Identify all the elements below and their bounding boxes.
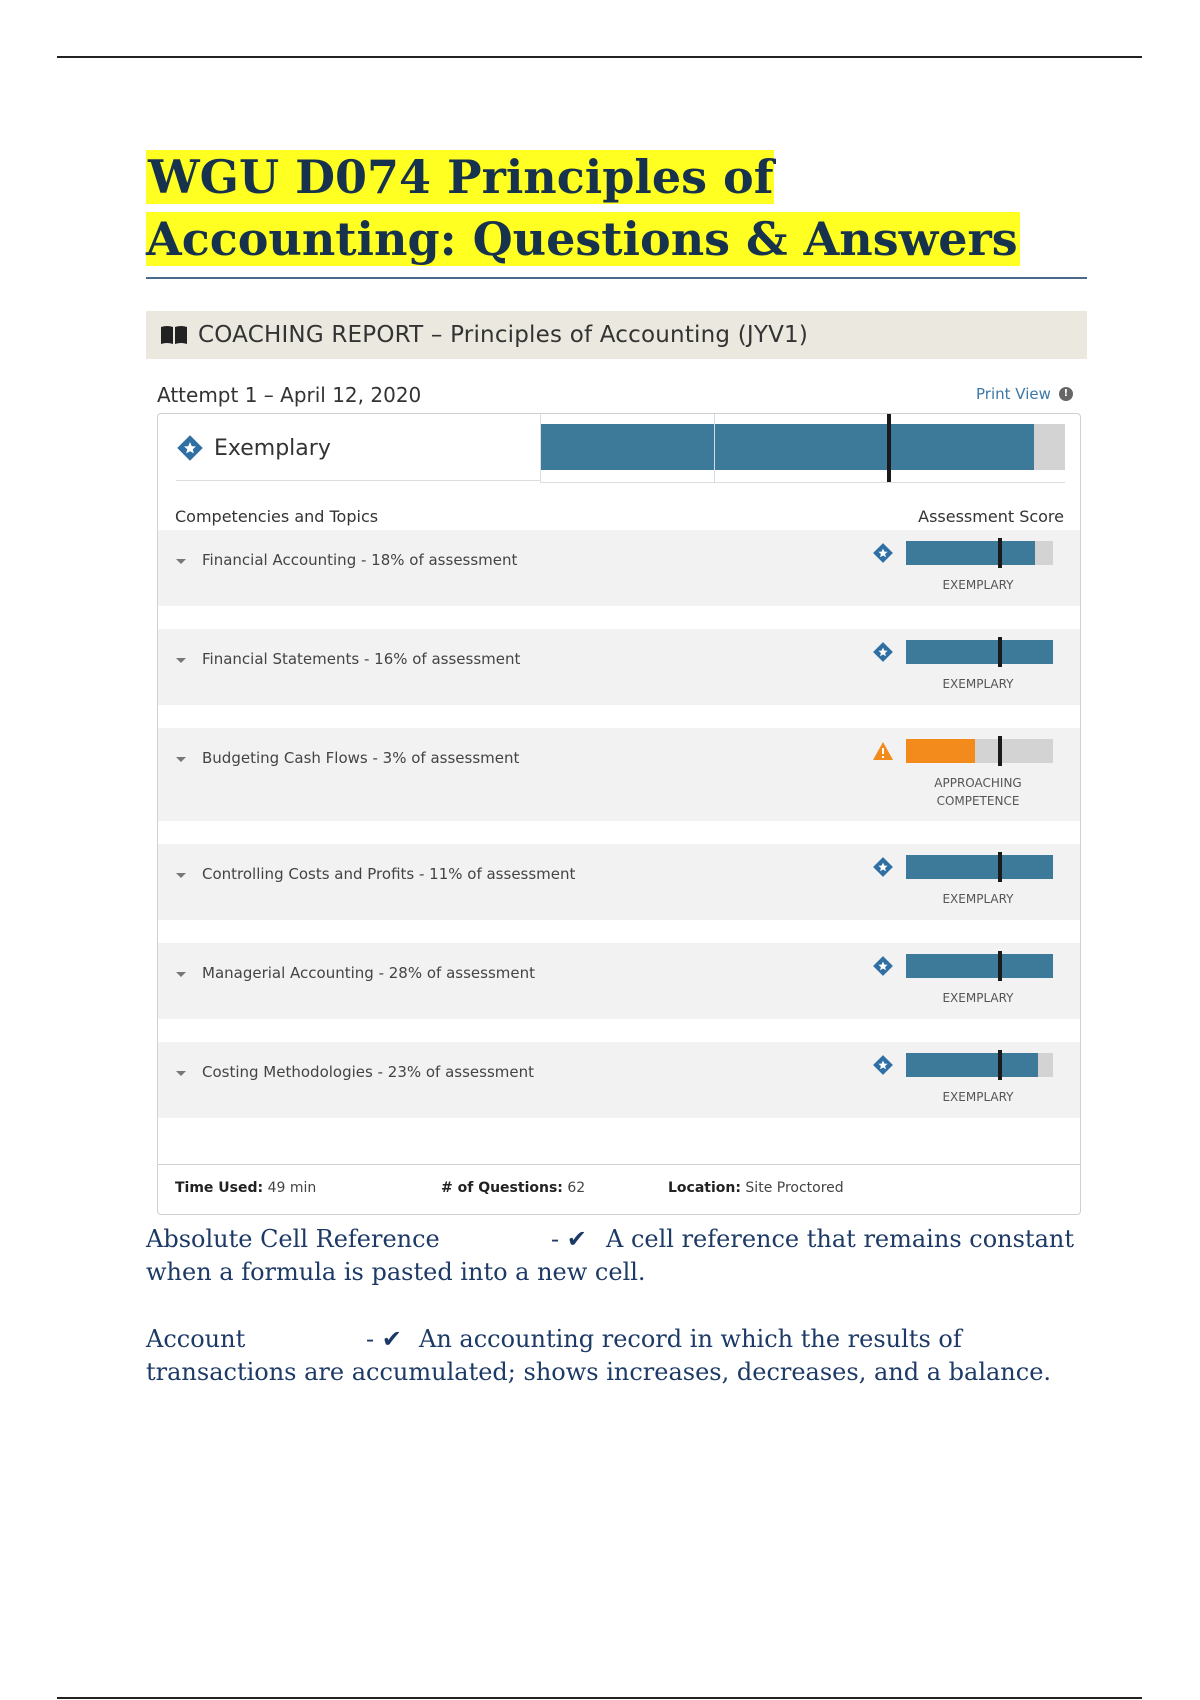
overall-result <box>176 434 331 462</box>
score-bar-fill <box>906 541 1035 565</box>
exemplary-badge-icon <box>176 434 204 462</box>
competency-label[interactable]: Managerial Accounting - 28% of assessment <box>202 964 535 982</box>
exemplary-badge-icon <box>872 1054 894 1076</box>
score-bar-fill <box>906 855 1053 879</box>
glossary-entry <box>146 1223 1086 1289</box>
overall-score-bar <box>540 414 1065 483</box>
competency-status: EXEMPLARY <box>942 991 1014 1005</box>
check-separator: - ✔ <box>366 1325 402 1353</box>
overall-divider <box>176 480 541 481</box>
exemplary-badge-icon <box>872 955 894 977</box>
overall-score-fill <box>541 424 1034 470</box>
chevron-down-icon[interactable] <box>176 873 186 878</box>
competency-status: EXEMPLARY <box>942 892 1014 906</box>
glossary-definition-rest: transactions are accumulated; shows increases, decreases, and a balance. <box>146 1358 1052 1386</box>
competency-marker <box>998 852 1002 882</box>
assessment-score-header: Assessment Score <box>918 507 1064 526</box>
overall-result-label: Exemplary <box>214 435 331 461</box>
competency-status: EXEMPLARY <box>942 578 1014 592</box>
competency-row[interactable] <box>158 943 1080 1019</box>
glossary-entry <box>146 1323 1086 1389</box>
score-bar-fill <box>906 640 1053 664</box>
overall-gridline <box>714 414 715 482</box>
competency-marker <box>998 637 1002 667</box>
competency-row[interactable] <box>158 530 1080 606</box>
competency-row[interactable] <box>158 728 1080 821</box>
info-icon[interactable]: ! <box>1059 387 1073 401</box>
score-bar-fill <box>906 739 975 763</box>
exemplary-badge-icon <box>872 542 894 564</box>
location <box>668 1180 844 1196</box>
coaching-report-title: COACHING REPORT – Principles of Accounting (JYV1) <box>198 322 809 348</box>
competency-marker <box>998 951 1002 981</box>
glossary-definition-start: An accounting record in which the results of <box>419 1325 962 1353</box>
competency-label[interactable]: Financial Statements - 16% of assessment <box>202 650 521 668</box>
competency-label[interactable]: Budgeting Cash Flows - 3% of assessment <box>202 749 520 767</box>
score-bar <box>906 541 1053 565</box>
time-used-label: Time Used: <box>175 1180 264 1196</box>
card-footer-divider <box>158 1164 1080 1165</box>
location-value: Site Proctored <box>745 1180 844 1196</box>
title-underline <box>146 277 1087 279</box>
score-bar-fill <box>906 1053 1038 1077</box>
exemplary-badge-icon <box>872 856 894 878</box>
warning-icon <box>872 740 894 762</box>
competency-status: APPROACHING COMPETENCE <box>934 776 1022 808</box>
coaching-report-header <box>146 311 1087 359</box>
time-used <box>175 1180 316 1196</box>
print-view-link[interactable] <box>976 385 1073 403</box>
overall-competency-marker <box>887 414 891 482</box>
chevron-down-icon[interactable] <box>176 757 186 762</box>
check-separator: - ✔ <box>551 1225 587 1253</box>
location-label: Location: <box>668 1180 741 1196</box>
print-view-label[interactable]: Print View <box>976 385 1051 403</box>
competency-marker <box>998 736 1002 766</box>
question-count <box>441 1180 585 1196</box>
document-title: WGU D074 Principles of Accounting: Questions & Answers <box>146 150 1018 266</box>
question-count-label: # of Questions: <box>441 1180 563 1196</box>
competency-marker <box>998 538 1002 568</box>
competencies-header: Competencies and Topics <box>175 507 379 526</box>
competency-row[interactable] <box>158 629 1080 705</box>
bottom-rule <box>57 1697 1142 1699</box>
competency-label[interactable]: Costing Methodologies - 23% of assessment <box>202 1063 535 1081</box>
glossary-definition-rest: when a formula is pasted into a new cell. <box>146 1258 646 1286</box>
score-bar <box>906 954 1053 978</box>
competency-row[interactable] <box>158 1042 1080 1118</box>
competency-status: EXEMPLARY <box>942 1090 1014 1104</box>
score-bar <box>906 640 1053 664</box>
score-bar-fill <box>906 954 1053 978</box>
competency-status: EXEMPLARY <box>942 677 1014 691</box>
chevron-down-icon[interactable] <box>176 658 186 663</box>
competency-label[interactable]: Financial Accounting - 18% of assessment <box>202 551 518 569</box>
chevron-down-icon[interactable] <box>176 559 186 564</box>
competency-row[interactable] <box>158 844 1080 920</box>
chevron-down-icon[interactable] <box>176 972 186 977</box>
competency-label[interactable]: Controlling Costs and Profits - 11% of assessment <box>202 865 576 883</box>
exemplary-badge-icon <box>872 641 894 663</box>
attempt-date: Attempt 1 – April 12, 2020 <box>157 383 422 407</box>
glossary-definition-start: A cell reference that remains constant <box>606 1225 1074 1253</box>
score-card <box>157 413 1081 1215</box>
score-bar <box>906 1053 1053 1077</box>
competency-marker <box>998 1050 1002 1080</box>
book-icon <box>160 325 188 345</box>
time-used-value: 49 min <box>267 1180 317 1196</box>
chevron-down-icon[interactable] <box>176 1071 186 1076</box>
top-rule <box>57 56 1142 58</box>
score-bar <box>906 739 1053 763</box>
glossary-term: Absolute Cell Reference <box>146 1225 440 1253</box>
glossary-term: Account <box>146 1325 246 1353</box>
question-count-value: 62 <box>567 1180 586 1196</box>
score-bar <box>906 855 1053 879</box>
